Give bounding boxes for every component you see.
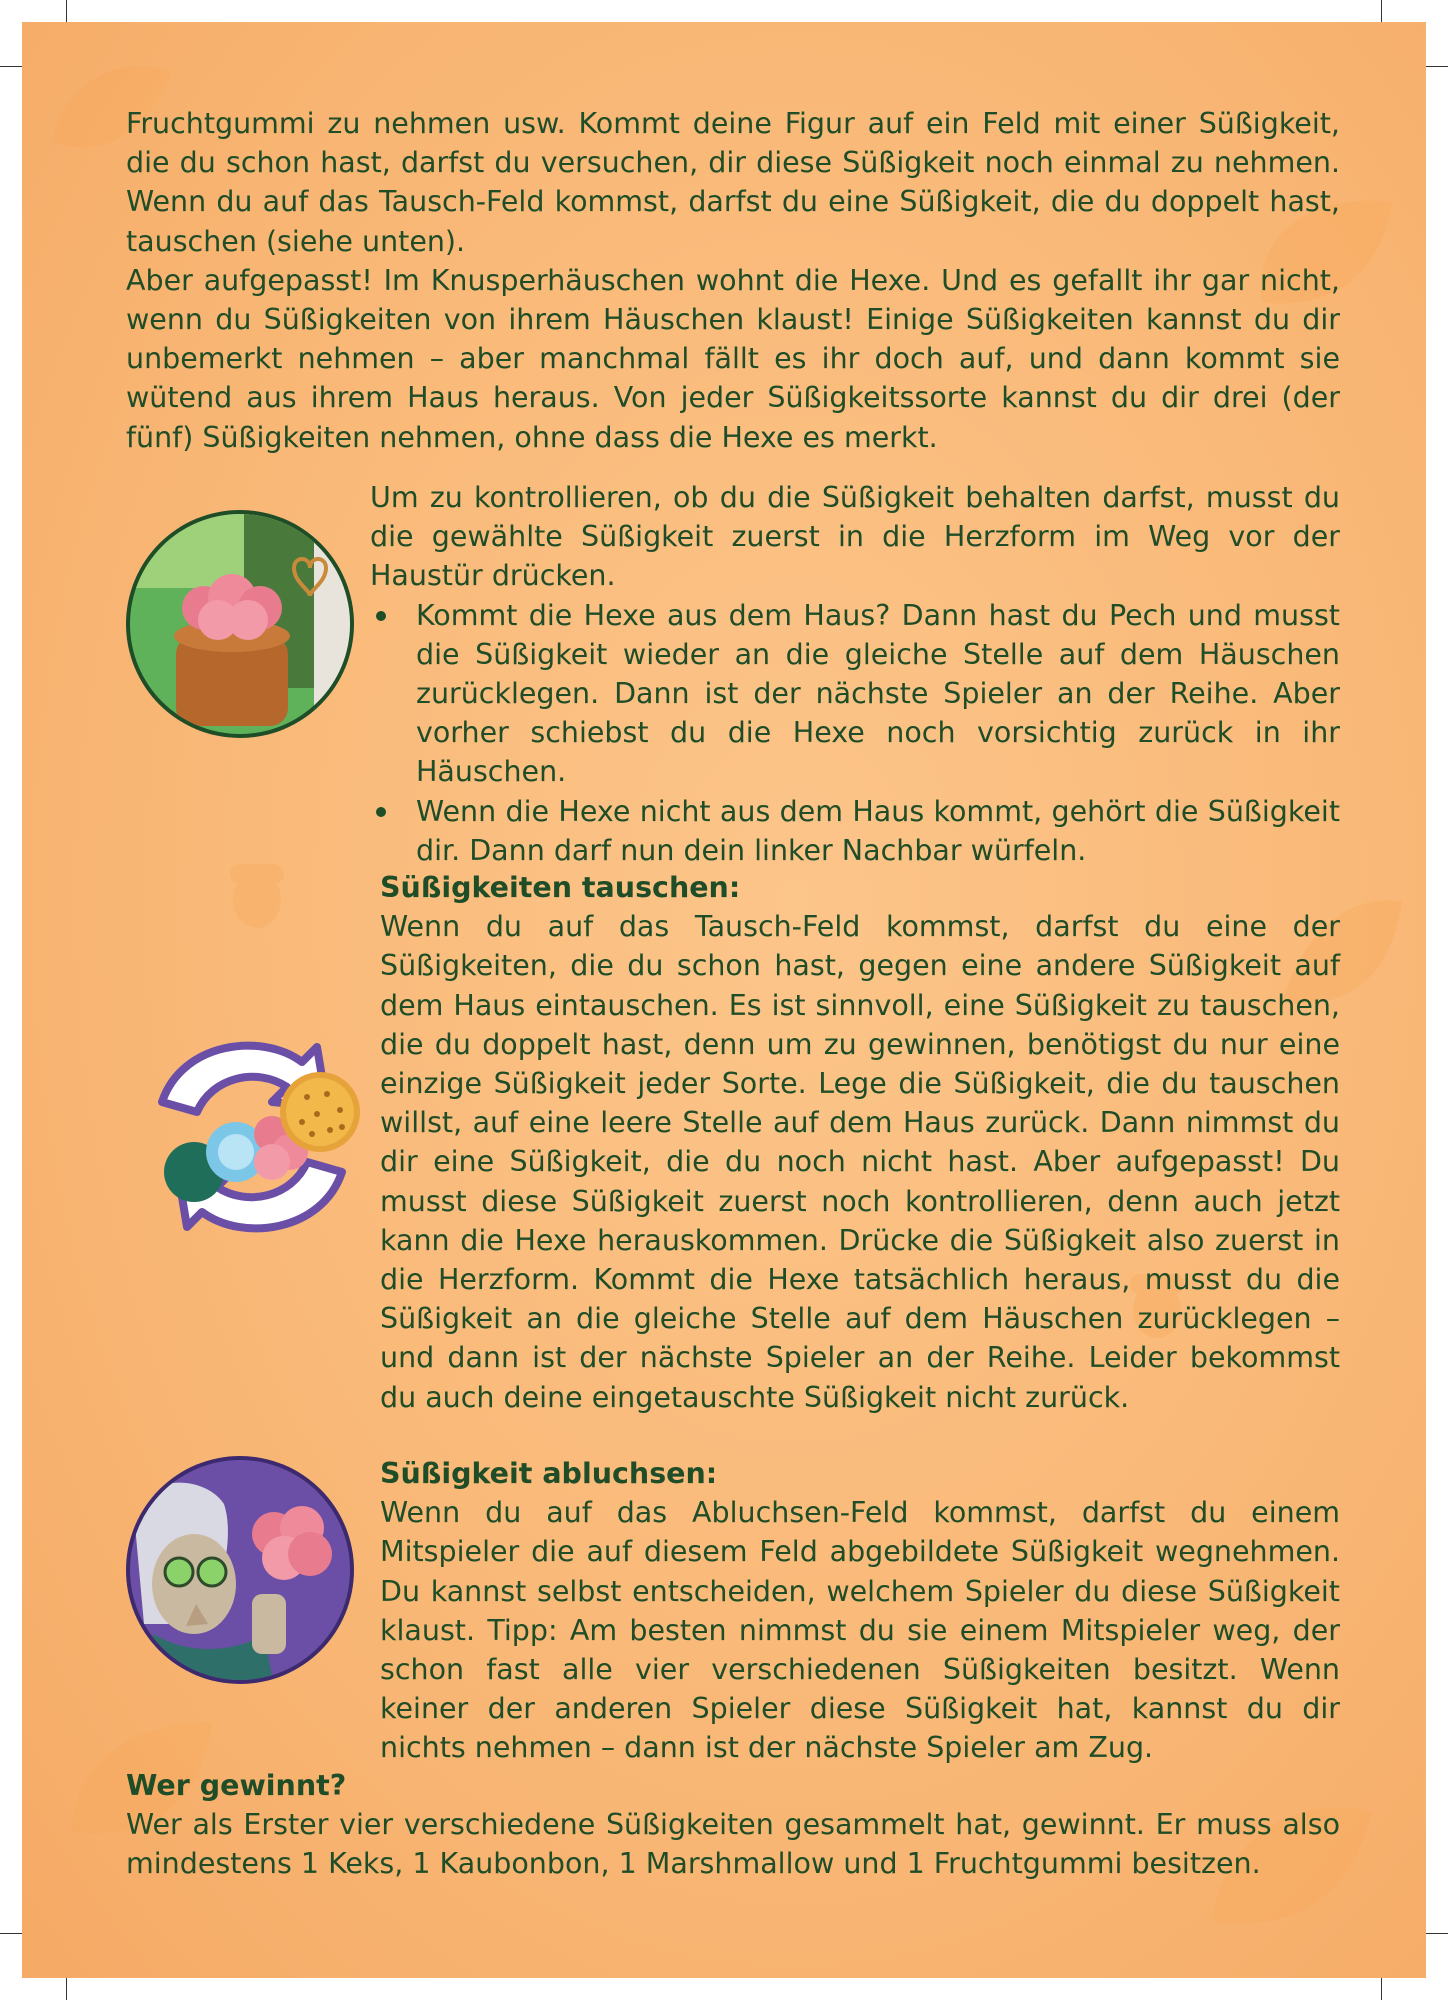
acorn-decoration-icon bbox=[222, 852, 292, 932]
intro-paragraph: Fruchtgummi zu nehmen usw. Kommt deine Figur auf ein Feld mit einer Süßigkeit, die du schon hast, darfst du versuchen, dir diese Süßigkeit noch einmal zu nehmen. Wenn du auf das Tausch-Feld kommst, darfst du eine Süßigkeit, die du doppelt hast, tauschen (siehe unten). bbox=[126, 107, 1340, 258]
steal-section bbox=[380, 1454, 1340, 1768]
intro-paragraph: Aber aufgepasst! Im Knusperhäuschen wohnt die Hexe. Und es gefallt ihr gar nicht, wenn du Süßigkeiten von ihrem Häuschen klaust! Einige Süßigkeiten kannst du dir unbemerkt nehmen – aber manchmal fällt es ihr doch auf, und dann kommt sie wütend aus ihrem Haus heraus. Von jeder Süßigkeitssorte kannst du dir drei (der fünf) Süßigkeiten nehmen, ohne dass die Hexe es merkt. bbox=[126, 263, 1340, 454]
control-section bbox=[370, 478, 1340, 870]
bullet-item bbox=[370, 596, 1340, 792]
swap-heading: Süßigkeiten tauschen: bbox=[380, 871, 741, 904]
steal-paragraph: Wenn du auf das Abluchsen-Feld kommst, darfst du einem Mitspieler die auf diesem Feld abgebildete Süßigkeit wegnehmen. Du kannst selbst entscheiden, welchem Spieler du diese Süßigkeit klaust. Tipp: Am besten nimmst du sie einem Mitspieler weg, der schon fast alle vier verschiedenen Süßigkeiten besitzt. Wenn keiner der anderen Spieler diese Süßigkeit hat, kannst du dir nichts nehmen – dann ist der nächste Spieler am Zug. bbox=[380, 1496, 1340, 1765]
bullet-icon bbox=[376, 611, 386, 621]
page-background bbox=[22, 22, 1426, 1978]
intro-section bbox=[126, 104, 1340, 457]
candy-on-heart-mold-illustration bbox=[124, 508, 356, 740]
bullet-text: Wenn die Hexe nicht aus dem Haus kommt, gehört die Süßigkeit dir. Dann darf nun dein linker Nachbar würfeln. bbox=[416, 794, 1340, 867]
swap-section bbox=[380, 868, 1340, 1417]
swap-candies-illustration bbox=[132, 1022, 372, 1252]
bullet-icon bbox=[376, 807, 386, 817]
win-paragraph: Wer als Erster vier verschiedene Süßigkeiten gesammelt hat, gewinnt. Er muss also mindestens 1 Keks, 1 Kaubonbon, 1 Marshmallow und 1 Fruchtgummi besitzen. bbox=[126, 1808, 1340, 1881]
swap-paragraph: Wenn du auf das Tausch-Feld kommst, darfst du eine der Süßigkeiten, die du schon hast, gegen eine andere Süßigkeit auf dem Haus eintauschen. Es ist sinnvoll, eine Süßigkeit zu tauschen, die du doppelt hast, denn um zu gewinnen, benötigst du nur eine einzige Süßigkeit jeder Sorte. Lege die Süßigkeit, die du tauschen willst, auf eine leere Stelle auf dem Haus zurück. Dann nimmst du dir eine Süßigkeit, die du noch nicht hast. Aber aufgepasst! Du musst diese Süßigkeit zuerst noch kontrollieren, denn auch jetzt kann die Hexe herauskommen. Drücke die Süßigkeit also zuerst in die Herzform. Kommt die Hexe tatsächlich heraus, musst du die Süßigkeit an die gleiche Stelle auf dem Häuschen zurücklegen – und dann ist der nächste Spieler an der Reihe. Leider bekommst du auch deine eingetauschte Süßigkeit nicht zurück. bbox=[380, 910, 1340, 1414]
win-section bbox=[126, 1766, 1340, 1884]
bullet-text: Kommt die Hexe aus dem Haus? Dann hast du Pech und musst die Süßigkeit wieder an die gleiche Stelle auf dem Häuschen zurücklegen. Dann ist der nächste Spieler an der Reihe. Aber vorher schiebst du die Hexe noch vorsichtig zurück in ihr Häuschen. bbox=[416, 598, 1340, 789]
bullet-item bbox=[370, 792, 1340, 870]
win-heading: Wer gewinnt? bbox=[126, 1769, 347, 1802]
steal-heading: Süßigkeit abluchsen: bbox=[380, 1457, 718, 1490]
control-paragraph: Um zu kontrollieren, ob du die Süßigkeit behalten darfst, musst du die gewählte Süßigkeit zuerst in die Herzform im Weg vor der Haustür drücken. bbox=[370, 481, 1340, 593]
witch-with-candy-illustration bbox=[124, 1454, 356, 1686]
control-bullet-list bbox=[370, 596, 1340, 870]
